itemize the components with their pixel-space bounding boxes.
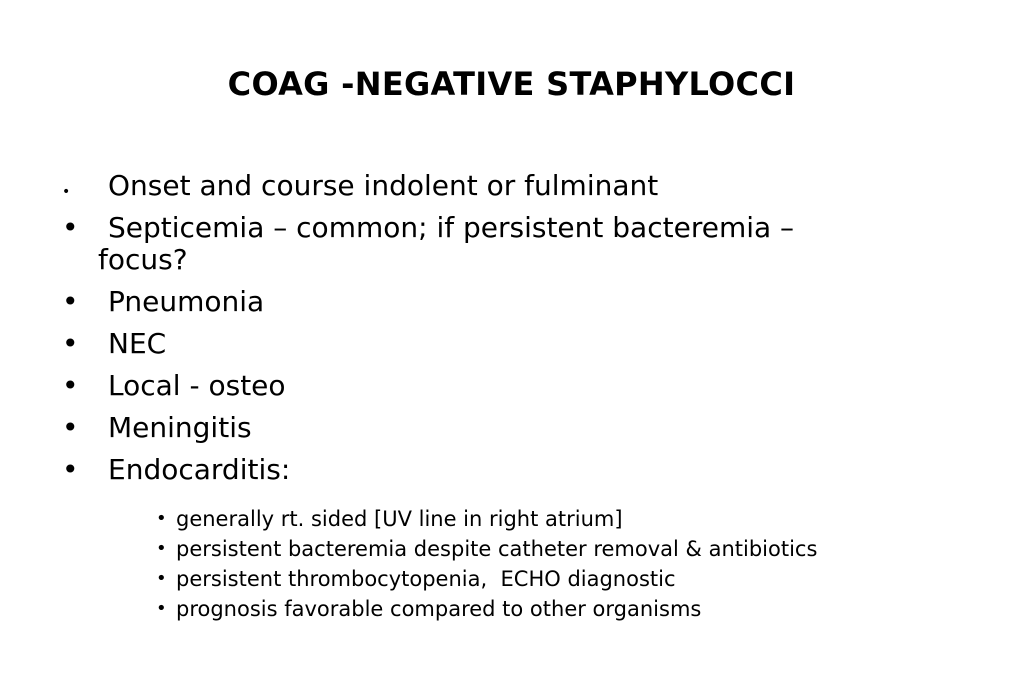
bullet-dot: • xyxy=(62,184,71,200)
bullet-dot: • xyxy=(62,327,79,360)
bullet-text: Local - osteo xyxy=(108,369,286,402)
bullet-text: NEC xyxy=(108,327,167,360)
bullet-pneumonia xyxy=(62,286,942,318)
bullet-text: Onset and course indolent or fulminant xyxy=(108,169,659,202)
bullet-dot: • xyxy=(62,211,79,244)
sub-bullet-text: prognosis favorable compared to other organisms xyxy=(176,597,702,621)
bullet-dot: • xyxy=(62,369,79,402)
sub-bullet-dot: • xyxy=(156,568,167,589)
bullet-dot: • xyxy=(62,411,79,444)
sub-bullet-list xyxy=(156,504,976,624)
sub-bullet-text: persistent bacteremia despite catheter removal & antibiotics xyxy=(176,537,818,561)
bullet-endocarditis xyxy=(62,454,942,486)
bullet-text: Endocarditis: xyxy=(108,453,291,486)
bullet-text: Septicemia – common; if persistent bacteremia – xyxy=(108,211,795,244)
bullet-local-osteo xyxy=(62,370,942,402)
bullet-dot: • xyxy=(62,285,79,318)
sub-bullet-dot: • xyxy=(156,538,167,559)
bullet-meningitis xyxy=(62,412,942,444)
bullet-onset xyxy=(62,170,942,202)
sub-bullet-item xyxy=(156,534,976,564)
sub-bullet-text: persistent thrombocytopenia, ECHO diagnostic xyxy=(176,567,676,591)
slide-title: COAG -NEGATIVE STAPHYLOCCI xyxy=(227,65,796,103)
bullet-dot: • xyxy=(62,453,79,486)
sub-bullet-item xyxy=(156,564,976,594)
bullet-list xyxy=(62,170,942,496)
bullet-text: Pneumonia xyxy=(108,285,265,318)
sub-bullet-dot: • xyxy=(156,508,167,529)
bullet-text-continued: focus? xyxy=(98,243,188,276)
sub-bullet-item xyxy=(156,594,976,624)
sub-bullet-text: generally rt. sided [UV line in right atrium] xyxy=(176,507,623,531)
bullet-text: Meningitis xyxy=(108,411,252,444)
sub-bullet-item xyxy=(156,504,976,534)
bullet-septicemia xyxy=(62,212,942,276)
bullet-nec xyxy=(62,328,942,360)
sub-bullet-dot: • xyxy=(156,598,167,619)
